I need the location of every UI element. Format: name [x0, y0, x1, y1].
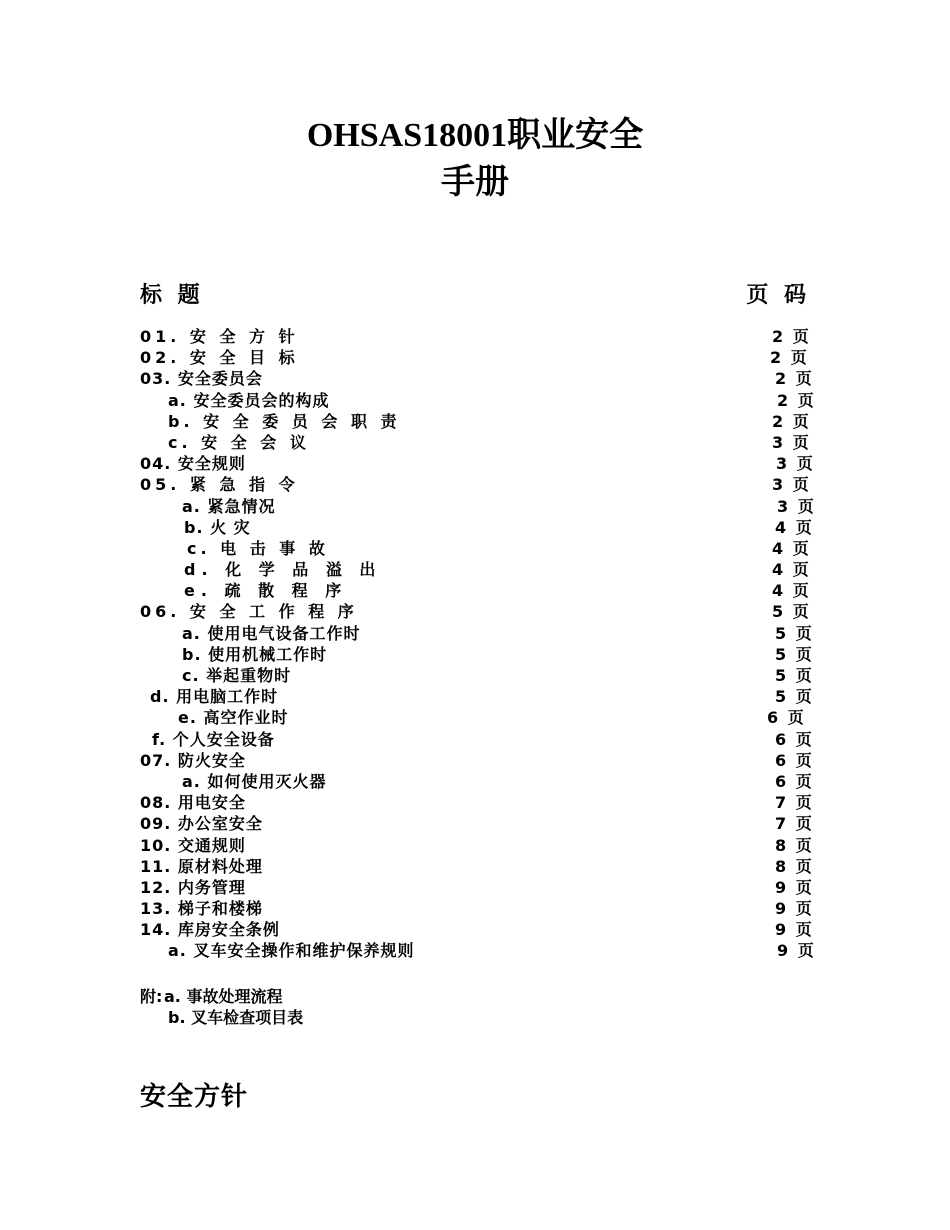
toc-entry[interactable]: [0, 411, 950, 432]
toc-entry-page: 9 页: [775, 899, 814, 919]
toc-entry-title: 01. 安 全 方 针: [140, 327, 299, 346]
toc-entry[interactable]: [0, 792, 950, 813]
toc-entry-title: 09. 办公室安全: [140, 814, 263, 834]
toc-entry-page: 3 页: [777, 496, 816, 516]
toc-entry-page: 2 页: [777, 390, 816, 410]
toc-entry-title: d. 化 学 品 溢 出: [184, 560, 382, 580]
toc-entry[interactable]: [0, 623, 950, 644]
toc-entry[interactable]: [0, 453, 950, 474]
toc-entry[interactable]: [0, 771, 950, 792]
toc-entry[interactable]: [0, 601, 950, 622]
appendix-item-a[interactable]: a. 事故处理流程: [164, 987, 283, 1006]
toc-entry-title: c. 安 全 会 议: [168, 432, 310, 452]
toc-entry-title: b. 使用机械工作时: [182, 644, 328, 664]
toc-entry-page: 8 页: [775, 856, 814, 876]
toc-entry-title: a. 叉车安全操作和维护保养规则: [168, 941, 415, 961]
toc-entry[interactable]: [0, 432, 950, 453]
toc-entry-title: 07. 防火安全: [140, 750, 246, 770]
toc-entry-title: f. 个人安全设备: [152, 729, 275, 749]
toc-entry-title: b. 安 全 委 员 会 职 责: [168, 411, 401, 431]
toc-entry-page: 2 页: [770, 348, 809, 368]
toc-entry-page: 6 页: [775, 771, 814, 791]
toc-entry-title: 08. 用电安全: [140, 793, 246, 813]
toc-entry-page: 5 页: [772, 602, 811, 622]
toc-entry[interactable]: [0, 368, 950, 389]
toc-entry-title: 05. 紧 急 指 令: [140, 475, 299, 495]
toc-entry-page: 4 页: [772, 538, 811, 558]
toc-entry[interactable]: [0, 729, 950, 750]
toc-entry-page: 6 页: [775, 750, 814, 770]
toc-entry[interactable]: [0, 644, 950, 665]
toc-header-title: 标 题: [140, 283, 204, 308]
toc-entry-page: 9 页: [777, 941, 816, 961]
toc-entry[interactable]: [0, 390, 950, 411]
toc-entry[interactable]: [0, 326, 950, 347]
toc-entry[interactable]: [0, 686, 950, 707]
toc-entry[interactable]: [0, 877, 950, 898]
toc-entry-page: 4 页: [775, 517, 814, 537]
toc-entry-page: 2 页: [772, 327, 811, 346]
toc-entry-page: 4 页: [772, 560, 811, 580]
toc-entry-page: 9 页: [775, 920, 814, 940]
toc-entry-page: 5 页: [775, 644, 814, 664]
toc-entry[interactable]: [0, 898, 950, 919]
toc-entry-page: 2 页: [775, 369, 814, 389]
toc-entry-page: 7 页: [775, 793, 814, 813]
toc-entry-title: 06. 安 全 工 作 程 序: [140, 602, 358, 622]
toc-entry-page: 3 页: [776, 454, 815, 474]
toc-entry[interactable]: [0, 517, 950, 538]
toc-entry-title: d. 用电脑工作时: [150, 687, 279, 707]
toc-entry-title: a. 如何使用灭火器: [182, 771, 327, 791]
toc-entry[interactable]: [0, 496, 950, 517]
toc-entry-title: 14. 库房安全条例: [140, 920, 280, 940]
document-title-line-2: 手册: [441, 162, 509, 202]
toc-entry-title: 03. 安全委员会: [140, 369, 263, 389]
toc-entry-title: 12. 内务管理: [140, 877, 246, 897]
section-heading: 安全方针: [140, 1082, 249, 1112]
toc-entry-page: 5 页: [775, 666, 814, 685]
toc-entry-page: 6 页: [775, 729, 814, 749]
toc-entry[interactable]: [0, 580, 950, 601]
toc-entry-page: 6 页: [767, 708, 806, 728]
toc-entry-title: c. 电 击 事 故: [187, 538, 329, 558]
toc-entry[interactable]: [0, 750, 950, 771]
toc-entry-page: 8 页: [775, 835, 814, 855]
toc-entry-page: 9 页: [775, 877, 814, 897]
toc-entry-page: 5 页: [775, 623, 814, 643]
toc-entry-title: a. 使用电气设备工作时: [182, 623, 361, 643]
toc-entry[interactable]: [0, 940, 950, 961]
appendix-prefix: 附:: [140, 987, 163, 1006]
toc-entry[interactable]: [0, 347, 950, 368]
document-title: [0, 116, 950, 155]
toc-entry-page: 7 页: [775, 814, 814, 834]
toc-entry-title: 04. 安全规则: [140, 454, 246, 474]
toc-entry-page: 2 页: [772, 411, 811, 431]
toc-entry-page: 3 页: [772, 475, 811, 495]
table-of-contents: [0, 326, 950, 962]
toc-entry[interactable]: [0, 813, 950, 834]
document-title-latin: OHSAS18001: [306, 117, 508, 154]
toc-entry[interactable]: [0, 856, 950, 877]
toc-entry-title: 02. 安 全 目 标: [140, 348, 299, 368]
toc-entry-page: 4 页: [772, 581, 811, 601]
toc-entry[interactable]: [0, 559, 950, 580]
toc-entry-title: e. 疏 散 程 序: [184, 581, 348, 601]
toc-header-page: 页 码: [746, 283, 810, 308]
toc-entry[interactable]: [0, 835, 950, 856]
toc-entry-title: b. 火 灾: [184, 517, 251, 537]
toc-entry[interactable]: [0, 919, 950, 940]
appendix-item-b[interactable]: b. 叉车检查项目表: [168, 1008, 304, 1027]
toc-entry[interactable]: [0, 707, 950, 728]
document-title-cjk: 职业安全: [507, 115, 644, 155]
toc-entry[interactable]: [0, 538, 950, 559]
toc-entry-title: 10. 交通规则: [140, 835, 246, 855]
toc-entry[interactable]: [0, 474, 950, 495]
toc-entry-title: 13. 梯子和楼梯: [140, 899, 263, 919]
toc-entry-page: 3 页: [772, 432, 811, 452]
toc-entry-title: a. 安全委员会的构成: [168, 390, 330, 410]
toc-entry-title: a. 紧急情况: [182, 496, 276, 516]
toc-entry-title: e. 高空作业时: [178, 708, 289, 728]
toc-entry-page: 5 页: [775, 687, 814, 707]
toc-entry-title: c. 举起重物时: [182, 666, 292, 685]
toc-entry[interactable]: [0, 665, 950, 686]
toc-entry-title: 11. 原材料处理: [140, 856, 263, 876]
